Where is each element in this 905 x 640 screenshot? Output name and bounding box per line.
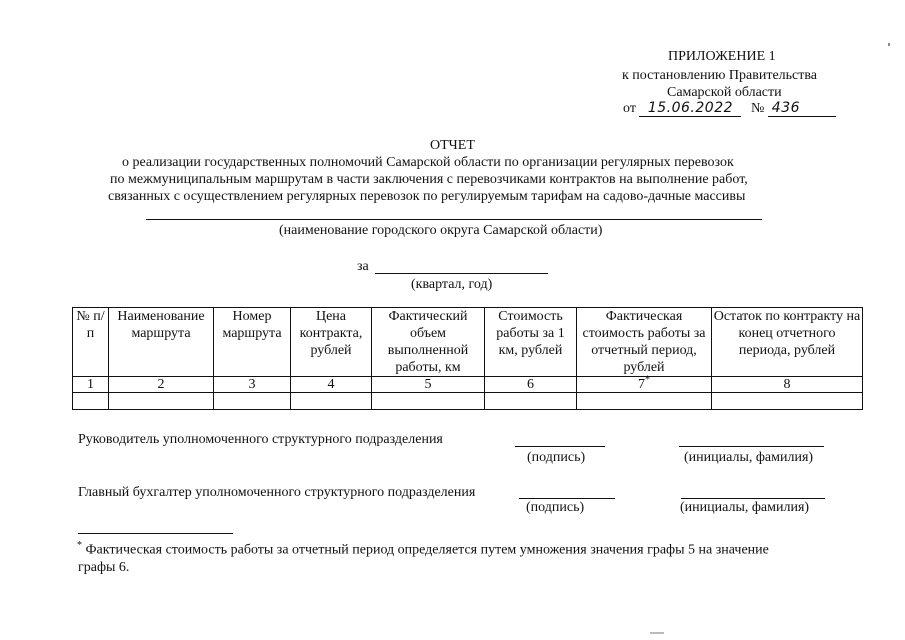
table-cell: [577, 393, 712, 410]
header-route-number: Номер маршрута: [214, 308, 291, 377]
table-row: [73, 377, 863, 393]
report-subtitle-line1: о реализации государственных полномочий Самарской области по организации регулярных перевозок: [122, 155, 734, 170]
table-cell: [109, 393, 214, 410]
report-subtitle-line2: по межмуниципальным маршрутам в части заключения с перевозчиками контрактов на выполнение работ,: [110, 172, 748, 187]
appendix-line2: Самарской области: [667, 85, 782, 100]
footnote-text-line1: Фактическая стоимость работы за отчетный период определяется путем умножения значения графы 5 на значение: [85, 542, 769, 558]
column-number-value: 7: [638, 377, 645, 392]
head-signature-label: Руководитель уполномоченного структурного подразделения: [78, 432, 443, 447]
period-line: [375, 273, 548, 274]
header-actual-cost-text: Фактическая стоимость работы за отчетный период, рублей: [582, 309, 706, 375]
accountant-signature-line: [519, 498, 615, 499]
column-number: 8: [712, 377, 863, 393]
header-contract-remainder: Остаток по контракту на конец отчетного периода, рублей: [712, 308, 863, 377]
header-contract-price: Цена контракта, рублей: [291, 308, 372, 377]
accountant-name-caption: (инициалы, фамилия): [680, 500, 810, 515]
column-number: 2: [109, 377, 214, 393]
scan-speck: [888, 43, 890, 46]
table-cell: [372, 393, 485, 410]
number-prefix: №: [750, 101, 765, 116]
accountant-signature-caption: (подпись): [526, 500, 585, 515]
table-cell: [485, 393, 577, 410]
header-actual-volume: Фактический объем выполненной работы, км: [372, 308, 485, 377]
table-header-row: [73, 308, 863, 377]
footnote-line2: графы 6.: [78, 560, 130, 575]
appendix-date-row: [623, 100, 836, 117]
scan-speck: [650, 632, 664, 634]
date-prefix: от: [623, 101, 636, 116]
column-number: 6: [485, 377, 577, 393]
org-name-line: [146, 219, 762, 220]
footnote-mark: *: [77, 540, 82, 551]
report-subtitle-line3: связанных с осуществлением регулярных перевозок по регулируемым тарифам на садово-дачные массивы: [108, 189, 746, 204]
accountant-name-line: [681, 498, 825, 499]
handwritten-number: 436: [768, 100, 836, 117]
head-name-line: [679, 446, 824, 447]
table-cell: [712, 393, 863, 410]
column-number: 1: [73, 377, 109, 393]
period-prefix: за: [357, 259, 369, 274]
report-table: [72, 307, 863, 410]
appendix-line1: к постановлению Правительства: [622, 68, 818, 83]
head-name-caption: (инициалы, фамилия): [684, 450, 814, 465]
table-cell: [291, 393, 372, 410]
table-row: [73, 393, 863, 410]
head-signature-line: [515, 446, 605, 447]
footnote-separator: [78, 533, 233, 534]
column-number: 5: [372, 377, 485, 393]
table-cell: [214, 393, 291, 410]
header-actual-cost: [577, 308, 712, 377]
column-number: 4: [291, 377, 372, 393]
appendix-title: ПРИЛОЖЕНИЕ 1: [668, 49, 776, 64]
footnote-mark: *: [645, 374, 650, 386]
column-number: 3: [214, 377, 291, 393]
table-cell: [73, 393, 109, 410]
accountant-signature-label: Главный бухгалтер уполномоченного структурного подразделения: [78, 485, 476, 500]
head-signature-caption: (подпись): [527, 450, 586, 465]
header-route-name: Наименование маршрута: [109, 308, 214, 377]
report-title: ОТЧЕТ: [430, 138, 475, 153]
header-cost-per-km: Стоимость работы за 1 км, рублей: [485, 308, 577, 377]
footnote-line1: [77, 540, 769, 559]
period-caption: (квартал, год): [411, 277, 493, 292]
header-row-number: № п/п: [73, 308, 109, 377]
org-name-caption: (наименование городского округа Самарской области): [279, 223, 603, 238]
column-number: [577, 374, 712, 393]
handwritten-date: 15.06.2022: [639, 100, 741, 117]
